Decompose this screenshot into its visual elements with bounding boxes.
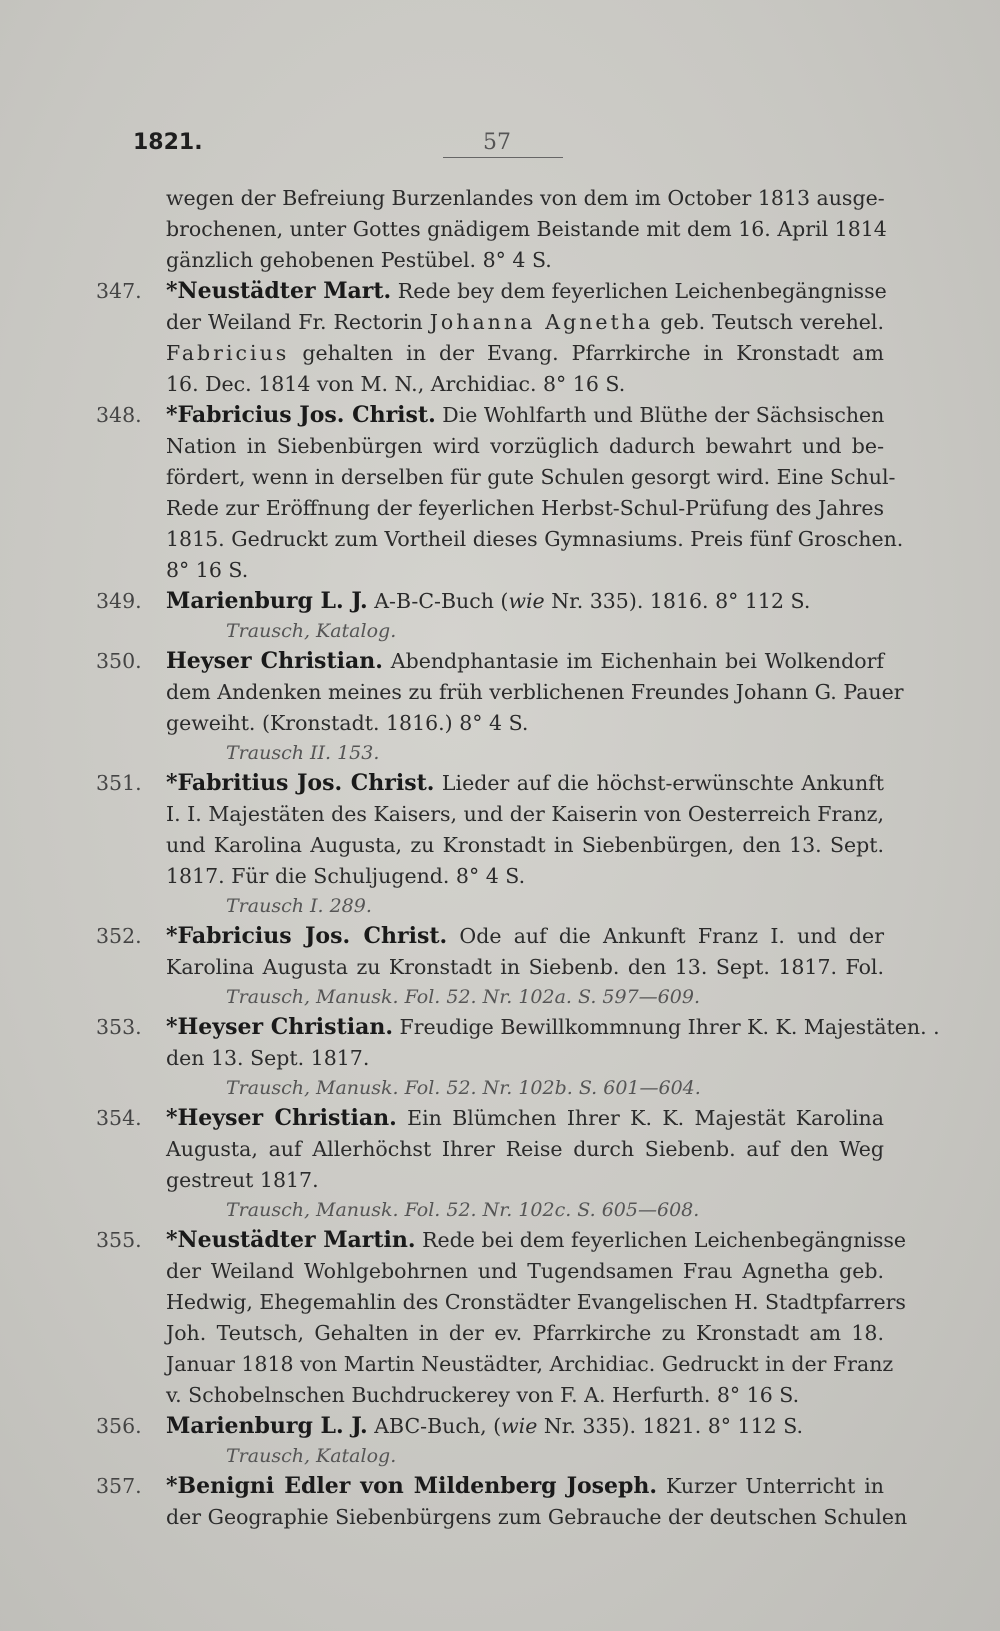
text-line: Januar 1818 von Martin Neustädter, Archidiac. Gedruckt in der Franz — [166, 1352, 894, 1376]
entry-author: *Fabritius Jos. Christ. — [166, 770, 435, 796]
text-line: den 13. Sept. 1817. — [166, 1046, 370, 1070]
text-line: 1815. Gedruckt zum Vortheil dieses Gymnasiums. Preis fünf Groschen. — [166, 527, 904, 551]
page-header — [133, 130, 880, 160]
entry-author: *Benigni Edler von Mildenberg Joseph. — [166, 1473, 658, 1499]
entry-author: *Neustädter Mart. — [166, 278, 392, 304]
text-line: wegen der Befreiung Burzenlandes von dem im October 1813 ausge- — [166, 186, 885, 210]
text-line: und Karolina Augusta, zu Kronstadt in Siebenbürgen, den 13. Sept. — [166, 833, 884, 857]
entry-350: 350. Heyser Christian. Abendphantasie im Eichenhain bei Wolkendorf — [96, 646, 884, 677]
entry-number: 349. — [96, 589, 142, 613]
text-line: 16. Dec. 1814 von M. N., Archidiac. 8° 16 S. — [166, 372, 626, 396]
entry-reference: Trausch, Katalog. — [226, 1445, 397, 1467]
entry-354: 354. *Heyser Christian. Ein Blümchen Ihrer K. K. Majestät Karolina — [96, 1103, 884, 1134]
entry-number: 352. — [96, 924, 142, 948]
entry-author: *Neustädter Martin. — [166, 1227, 416, 1253]
entry-author: *Fabricius Jos. Christ. — [166, 923, 448, 949]
entry-353: 353. *Heyser Christian. Freudige Bewillkommnung Ihrer K. K. Majestäten. . — [96, 1012, 884, 1043]
entry-reference: Trausch, Manusk. Fol. 52. Nr. 102c. S. 605—608. — [226, 1199, 700, 1221]
entry-reference: Trausch, Katalog. — [226, 620, 397, 642]
entry-347: 347. *Neustädter Mart. Rede bey dem feyerlichen Leichenbegängnisse — [96, 276, 884, 307]
entry-351: 351. *Fabritius Jos. Christ. Lieder auf die höchst-erwünschte Ankunft — [96, 768, 884, 799]
text-line: Rede zur Eröffnung der feyerlichen Herbst-Schul-Prüfung des Jahres — [166, 496, 884, 520]
entry-reference: Trausch I. 289. — [226, 895, 372, 917]
page-year: 1821. — [133, 130, 203, 155]
page-number: 57 — [483, 130, 511, 155]
header-rule — [443, 157, 563, 158]
entry-reference: Trausch, Manusk. Fol. 52. Nr. 102b. S. 601—604. — [226, 1077, 701, 1099]
text-line: I. I. Majestäten des Kaisers, und der Kaiserin von Oesterreich Franz, — [166, 802, 884, 826]
text-line: 1817. Für die Schuljugend. 8° 4 S. — [166, 864, 526, 888]
entry-reference: Trausch II. 153. — [226, 742, 380, 764]
bibliography-list — [96, 183, 940, 1533]
text-line: Joh. Teutsch, Gehalten in der ev. Pfarrkirche zu Kronstadt am 18. — [166, 1321, 884, 1345]
text-line: Hedwig, Ehegemahlin des Cronstädter Evangelischen H. Stadtpfarrers — [166, 1290, 906, 1314]
text-line: gestreut 1817. — [166, 1168, 319, 1192]
text-line: fördert, wenn in derselben für gute Schulen gesorgt wird. Eine Schul- — [166, 465, 896, 489]
entry-number: 348. — [96, 403, 142, 427]
text-line: brochenen, unter Gottes gnädigem Beistande mit dem 16. April 1814 — [166, 217, 887, 241]
entry-number: 356. — [96, 1414, 142, 1438]
text-line: Karolina Augusta zu Kronstadt in Siebenb. den 13. Sept. 1817. Fol. — [166, 955, 884, 979]
text-line: Fabricius gehalten in der Evang. Pfarrkirche in Kronstadt am — [166, 341, 884, 365]
entry-number: 354. — [96, 1106, 142, 1130]
entry-number: 357. — [96, 1474, 142, 1498]
text-line: Augusta, auf Allerhöchst Ihrer Reise durch Siebenb. auf den Weg — [166, 1137, 884, 1161]
entry-author: Marienburg L. J. — [166, 1413, 368, 1439]
entry-author: *Heyser Christian. — [166, 1014, 393, 1040]
entry-number: 353. — [96, 1015, 142, 1039]
entry-356: 356. Marienburg L. J. ABC-Buch, (wie Nr. 335). 1821. 8° 112 S. — [96, 1411, 884, 1442]
entry-number: 351. — [96, 771, 142, 795]
text-line: dem Andenken meines zu früh verblichenen Freundes Johann G. Pauer — [166, 680, 904, 704]
text-line: Nation in Siebenbürgen wird vorzüglich dadurch bewahrt und be- — [166, 434, 884, 458]
text-line: 8° 16 S. — [166, 558, 249, 582]
entry-author: Heyser Christian. — [166, 648, 383, 674]
entry-355: 355. *Neustädter Martin. Rede bei dem feyerlichen Leichenbegängnisse — [96, 1225, 884, 1256]
entry-author: Marienburg L. J. — [166, 588, 368, 614]
entry-reference: Trausch, Manusk. Fol. 52. Nr. 102a. S. 597—609. — [226, 986, 700, 1008]
entry-348: 348. *Fabricius Jos. Christ. Die Wohlfarth und Blüthe der Sächsischen — [96, 400, 884, 431]
text-line: der Weiland Fr. Rectorin Johanna Agnetha geb. Teutsch verehel. — [166, 310, 884, 334]
text-line: v. Schobelnschen Buchdruckerey von F. A. Herfurth. 8° 16 S. — [166, 1383, 800, 1407]
entry-357: 357. *Benigni Edler von Mildenberg Joseph. Kurzer Unterricht in — [96, 1471, 884, 1502]
text-line: geweiht. (Kronstadt. 1816.) 8° 4 S. — [166, 711, 529, 735]
entry-352: 352. *Fabricius Jos. Christ. Ode auf die Ankunft Franz I. und der — [96, 921, 884, 952]
text-line: gänzlich gehobenen Pestübel. 8° 4 S. — [166, 248, 552, 272]
entry-author: *Fabricius Jos. Christ. — [166, 402, 436, 428]
text-line: der Geographie Siebenbürgens zum Gebrauche der deutschen Schulen — [166, 1505, 908, 1529]
entry-number: 347. — [96, 279, 142, 303]
entry-number: 350. — [96, 649, 142, 673]
entry-number: 355. — [96, 1228, 142, 1252]
text-line: der Weiland Wohlgebohrnen und Tugendsamen Frau Agnetha geb. — [166, 1259, 884, 1283]
entry-author: *Heyser Christian. — [166, 1105, 397, 1131]
entry-349: 349. Marienburg L. J. A-B-C-Buch (wie Nr. 335). 1816. 8° 112 S. — [96, 586, 884, 617]
